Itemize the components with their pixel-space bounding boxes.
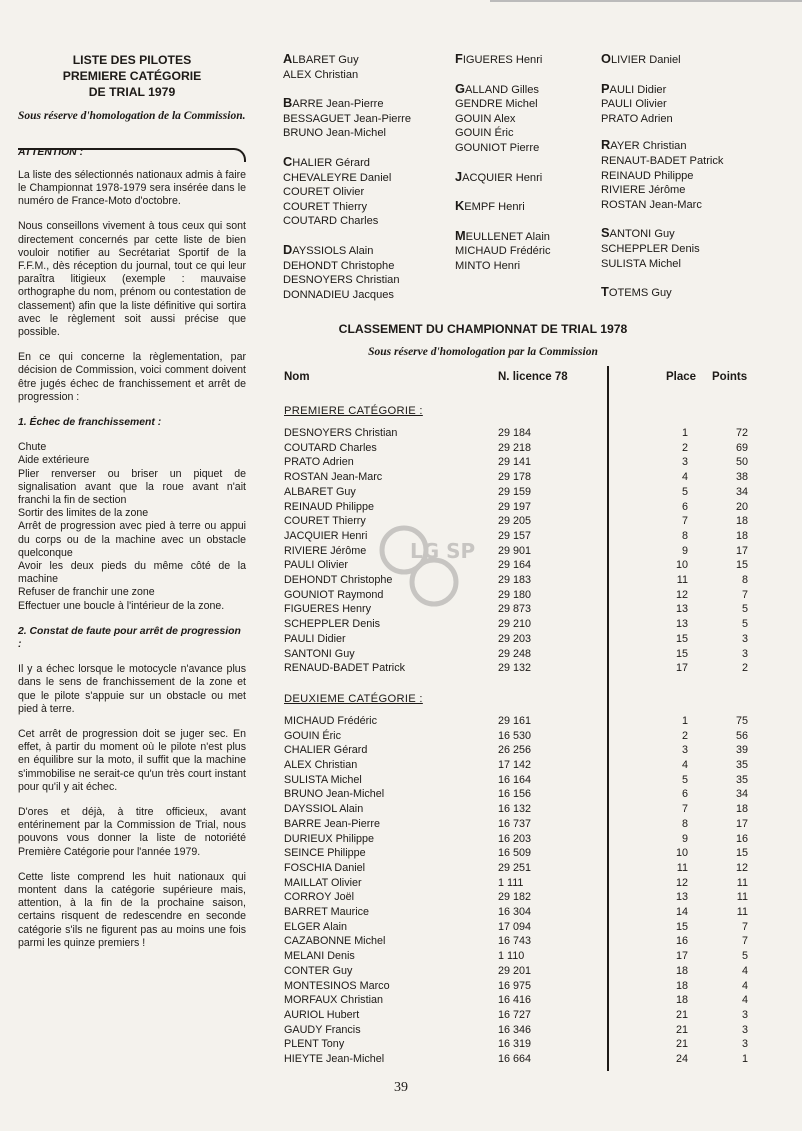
table-row — [284, 648, 754, 663]
points-cell: 15 — [735, 559, 748, 572]
place-cell: 10 — [675, 559, 688, 572]
list-title-line-2: PREMIERE CATÉGORIE — [62, 69, 202, 83]
licence-cell: 29 210 — [498, 618, 532, 631]
place-cell: 8 — [681, 529, 688, 542]
pilot-name-cell: BRUNO Jean-Michel — [284, 788, 385, 801]
points-cell: 17 — [735, 817, 748, 830]
points-cell: 18 — [735, 529, 748, 542]
pilot-name: COUTARD Charles — [283, 215, 379, 228]
place-cell: 13 — [675, 603, 688, 616]
table-row — [284, 559, 754, 574]
table-row — [284, 442, 754, 457]
pilot-name-cell: PAULI Didier — [284, 632, 346, 645]
points-cell: 7 — [741, 935, 748, 948]
table-row — [284, 471, 754, 486]
watermark-logo — [380, 520, 476, 610]
place-cell: 18 — [675, 994, 688, 1007]
points-cell: 7 — [741, 920, 748, 933]
place-cell: 7 — [681, 515, 688, 528]
table-row — [284, 803, 754, 818]
points-cell: 4 — [741, 964, 748, 977]
pilot-name-cell: HIEYTE Jean-Michel — [284, 1053, 385, 1065]
licence-cell: 29 197 — [498, 500, 532, 513]
points-cell: 11 — [736, 906, 748, 918]
list-title-line-3: DE TRIAL 1979 — [88, 85, 176, 99]
pilot-name-cell: BARRET Maurice — [284, 906, 369, 918]
table-row — [284, 1009, 754, 1024]
licence-cell: 29 184 — [498, 427, 532, 439]
table-row — [284, 744, 754, 759]
left-corner-rule — [18, 148, 246, 162]
table-row — [284, 847, 754, 862]
points-cell: 3 — [741, 1008, 748, 1021]
table-row — [284, 574, 754, 589]
table-row — [284, 715, 754, 730]
names-column-1 — [283, 52, 453, 302]
section-1-list — [18, 441, 246, 613]
points-cell: 35 — [735, 759, 748, 771]
table-row — [284, 1053, 754, 1068]
place-cell: 13 — [675, 891, 688, 904]
pilot-name-cell: RENAUD-BADET Patrick — [284, 662, 405, 675]
paragraph-6: D'ores et déjà, à titre officieux, avant entérinement par la Commission de Trial, nous pouvons vous donner la liste de notoriété Première Catégorie pour l'année 1979. — [18, 806, 246, 858]
pilot-name: PAULI Didier — [601, 80, 667, 96]
licence-cell: 29 205 — [498, 515, 532, 528]
pilot-name-cell: CONTER Guy — [284, 964, 353, 977]
place-cell: 21 — [675, 1038, 688, 1051]
header-licence: N. licence 78 — [498, 371, 568, 383]
licence-cell: 29 178 — [498, 471, 532, 484]
section-1-item: Chute — [18, 441, 47, 454]
table-row — [284, 427, 754, 442]
pilot-name-cell: REINAUD Philippe — [284, 500, 375, 513]
table-row — [284, 589, 754, 604]
licence-cell: 26 256 — [498, 744, 532, 757]
points-cell: 4 — [741, 979, 748, 992]
licence-cell: 1 111 — [498, 876, 524, 889]
place-cell: 17 — [675, 950, 688, 963]
place-cell: 9 — [681, 544, 688, 557]
table-row — [284, 759, 754, 774]
points-cell: 15 — [735, 847, 748, 860]
pilot-name: DONNADIEU Jacques — [283, 288, 394, 301]
section-1-item: Effectuer une boucle à l'intérieur de la zone. — [18, 599, 225, 612]
points-cell: 4 — [741, 994, 748, 1007]
points-cell: 11 — [736, 891, 748, 904]
paragraph-2: Nous conseillons vivement à tous ceux qui sont directement concernés par cette liste de bien vouloir notifier au Secrétariat Sportif de la F.F.M., dès réception du journal, tout ce qui leur paraîtra litigieux (exemple : mauvaise orthographe du nom, prénom ou contestation de classement) afin que la liste définitive qui sortira avec le règlement soit aussi précise que possible. — [18, 220, 246, 338]
pilot-name-cell: MELANI Denis — [284, 950, 355, 963]
section-1-item: Arrêt de progression avec pied à terre ou appui du corps ou de la machine avec un obstacle quelconque — [18, 520, 246, 559]
place-cell: 2 — [681, 729, 688, 742]
pilot-name: MINTO Henri — [455, 259, 521, 272]
points-cell: 7 — [741, 588, 748, 601]
table-row — [284, 486, 754, 501]
pilot-name: REINAUD Philippe — [601, 169, 694, 182]
table-row — [284, 862, 754, 877]
place-cell: 15 — [675, 647, 688, 660]
place-cell: 11 — [676, 574, 688, 586]
place-cell: 17 — [675, 662, 688, 675]
pilot-name: GOUIN Éric — [455, 127, 514, 140]
pilot-name-cell: FOSCHIA Daniel — [284, 861, 366, 874]
pilot-name: ROSTAN Jean-Marc — [601, 198, 702, 211]
pilot-name-cell: CORROY Joël — [284, 891, 355, 904]
top-edge-line — [490, 0, 802, 2]
pilot-name-cell: GAUDY Francis — [284, 1023, 361, 1036]
table-row — [284, 891, 754, 906]
pilot-name-cell: COURET Thierry — [284, 515, 366, 528]
licence-cell: 29 141 — [498, 456, 532, 469]
pilot-name-cell: PRATO Adrien — [284, 456, 354, 469]
place-cell: 12 — [675, 588, 688, 601]
paragraph-1: La liste des sélectionnés nationaux admis à faire le Championnat 1978-1979 sera insérée dans le numéro de France-Moto d'octobre. — [18, 168, 246, 208]
section-2-heading: 2. Constat de faute pour arrêt de progression : — [18, 625, 241, 650]
points-cell: 72 — [735, 427, 748, 439]
place-cell: 18 — [675, 979, 688, 992]
pilot-name-cell: MONTESINOS Marco — [284, 979, 390, 992]
points-cell: 3 — [741, 647, 748, 660]
points-cell: 18 — [735, 515, 748, 528]
table-row — [284, 618, 754, 633]
pilot-name-cell: ELGER Alain — [284, 920, 348, 933]
table-row — [284, 662, 754, 677]
place-cell: 7 — [681, 803, 688, 816]
points-cell: 75 — [735, 714, 748, 727]
pilot-name: RENAUT-BADET Patrick — [601, 154, 724, 167]
pilot-name: GOUNIOT Pierre — [455, 141, 540, 154]
place-cell: 5 — [681, 485, 688, 498]
table-row — [284, 877, 754, 892]
licence-cell: 29 164 — [498, 559, 532, 572]
licence-cell: 29 132 — [498, 662, 532, 675]
pilot-name: TOTEMS Guy — [601, 284, 672, 300]
points-cell: 34 — [735, 788, 748, 801]
licence-cell: 16 664 — [498, 1053, 532, 1065]
classement-title: CLASSEMENT DU CHAMPIONNAT DE TRIAL 1978 — [338, 322, 628, 336]
left-column — [18, 52, 246, 950]
table-row — [284, 818, 754, 833]
licence-cell: 29 201 — [498, 964, 532, 977]
pilot-name-cell: SULISTA Michel — [284, 773, 362, 786]
place-cell: 10 — [675, 847, 688, 860]
pilot-name: KEMPF Henri — [455, 198, 525, 214]
place-cell: 2 — [681, 441, 688, 454]
section-1-item: Aide extérieure — [18, 454, 90, 467]
pilot-name-cell: MAILLAT Olivier — [284, 876, 362, 889]
section-1-item: Refuser de franchir une zone — [18, 586, 155, 599]
page-number: 39 — [394, 1080, 408, 1095]
points-cell: 18 — [735, 803, 748, 816]
pilot-name-cell: AURIOL Hubert — [284, 1008, 360, 1021]
licence-cell: 16 164 — [498, 773, 532, 786]
pilot-name: RAYER Christian — [601, 137, 687, 153]
pilot-name-cell: PAULI Olivier — [284, 559, 348, 572]
header-name: Nom — [284, 371, 310, 383]
licence-cell: 29 157 — [498, 529, 532, 542]
place-cell: 21 — [675, 1008, 688, 1021]
licence-cell: 16 743 — [498, 935, 532, 948]
pilot-name: SCHEPPLER Denis — [601, 242, 700, 255]
place-cell: 3 — [681, 456, 688, 469]
place-cell: 8 — [681, 817, 688, 830]
pilot-name: MEULLENET Alain — [455, 227, 550, 243]
pilot-name: OLIVIER Daniel — [601, 51, 681, 66]
licence-cell: 16 737 — [498, 817, 532, 830]
table-row — [284, 906, 754, 921]
paragraph-5: Cet arrêt de progression doit se juger sec. En effet, à partir du moment où le pilote n'est plus en équilibre sur la moto, il suffit que la machine s'immobilise ne serait-ce qu'un très court instant pour qu'il y ait échec. — [18, 728, 246, 793]
paragraph-4: Il y a échec lorsque le motocycle n'avance plus dans le sens de franchissement de la zone et que le pilote s'appuie sur un obstacle ou met pied à terre. — [18, 663, 246, 715]
place-cell: 24 — [675, 1053, 688, 1065]
pilot-name-cell: SANTONI Guy — [284, 647, 355, 660]
table-row — [284, 774, 754, 789]
table-row — [284, 935, 754, 950]
pilot-name-cell: COUTARD Charles — [284, 441, 377, 454]
category-label: PREMIERE CATÉGORIE : — [284, 405, 423, 417]
pilot-name: FIGUERES Henri — [455, 51, 543, 66]
licence-cell: 29 218 — [498, 441, 532, 454]
licence-cell: 29 203 — [498, 632, 532, 645]
pilot-name: CHALIER Gérard — [283, 153, 370, 169]
licence-cell: 29 182 — [498, 891, 532, 904]
pilot-name-cell: ROSTAN Jean-Marc — [284, 471, 383, 484]
points-cell: 34 — [735, 485, 748, 498]
pilot-name-cell: MORFAUX Christian — [284, 994, 383, 1007]
pilot-name: GENDRE Michel — [455, 98, 538, 111]
table-row — [284, 1038, 754, 1053]
place-cell: 18 — [675, 964, 688, 977]
place-cell: 9 — [681, 832, 688, 845]
reserve-note: Sous réserve d'homologation de la Commission. — [18, 110, 246, 122]
section-1-item: Plier renverser ou briser un piquet de signalisation avant que la roue avant n'ait franchi la fin de section — [18, 467, 246, 506]
pilot-name-cell: DESNOYERS Christian — [284, 427, 398, 439]
place-cell: 12 — [675, 876, 688, 889]
points-cell: 3 — [741, 1038, 748, 1051]
pilot-name-cell: BARRE Jean-Pierre — [284, 817, 381, 830]
place-cell: 14 — [675, 906, 688, 918]
pilot-name: GOUIN Alex — [455, 112, 516, 125]
pilot-name: CHEVALEYRE Daniel — [283, 171, 392, 184]
place-cell: 16 — [675, 935, 688, 948]
place-cell: 6 — [681, 500, 688, 513]
pilot-name: BARRE Jean-Pierre — [283, 95, 384, 111]
licence-cell: 29 251 — [498, 861, 532, 874]
points-cell: 5 — [741, 603, 748, 616]
points-cell: 38 — [735, 471, 748, 484]
table-row — [284, 730, 754, 745]
place-cell: 1 — [681, 714, 688, 727]
pilot-name-cell: PLENT Tony — [284, 1038, 345, 1051]
points-cell: 56 — [735, 729, 748, 742]
pilot-name-cell: ALBARET Guy — [284, 485, 356, 498]
licence-cell: 29 873 — [498, 603, 532, 616]
points-cell: 11 — [736, 876, 748, 889]
pilot-name-cell: DURIEUX Philippe — [284, 832, 375, 845]
licence-cell: 16 416 — [498, 994, 532, 1007]
pilot-name-cell: SEINCE Philippe — [284, 847, 366, 860]
pilot-name-cell: ALEX Christian — [284, 759, 358, 771]
pilot-name: BRUNO Jean-Michel — [283, 127, 386, 140]
points-cell: 3 — [741, 1023, 748, 1036]
place-cell: 21 — [675, 1023, 688, 1036]
table-row — [284, 501, 754, 516]
list-title-line-1: LISTE DES PILOTES — [72, 53, 192, 67]
table-row — [284, 950, 754, 965]
pilot-name: COURET Olivier — [283, 186, 365, 199]
table-row — [284, 633, 754, 648]
paragraph-7: Cette liste comprend les huit nationaux qui montent dans la catégorie supérieure mais, attention, à la fin de la prochaine saison, certains risquent de redescendre en seconde catégorie s'ils ne figurent pas au moins une fois parmi les quinze premiers ! — [18, 870, 246, 949]
pilot-name-cell: GOUNIOT Raymond — [284, 588, 384, 601]
place-cell: 1 — [681, 427, 688, 439]
licence-cell: 29 183 — [498, 574, 532, 586]
licence-cell: 17 094 — [498, 920, 532, 933]
licence-cell: 16 203 — [498, 832, 532, 845]
place-cell: 15 — [675, 920, 688, 933]
names-column-3 — [601, 52, 771, 301]
licence-cell: 16 346 — [498, 1023, 532, 1036]
points-cell: 5 — [741, 618, 748, 631]
place-cell: 6 — [681, 788, 688, 801]
pilot-name: PAULI Olivier — [601, 98, 667, 111]
table-row — [284, 530, 754, 545]
pilot-name: DESNOYERS Christian — [283, 274, 400, 287]
licence-cell: 16 509 — [498, 847, 532, 860]
place-cell: 15 — [675, 632, 688, 645]
pilot-name-cell: JACQUIER Henri — [284, 529, 368, 542]
classement-subtitle: Sous réserve d'homologation par la Commission — [368, 346, 598, 358]
licence-cell: 29 248 — [498, 647, 532, 660]
points-cell: 2 — [741, 662, 748, 675]
place-cell: 3 — [681, 744, 688, 757]
pilot-name: BESSAGUET Jean-Pierre — [283, 112, 412, 125]
pilot-name-cell: DAYSSIOL Alain — [284, 803, 364, 816]
category-label: DEUXIEME CATÉGORIE : — [284, 692, 423, 705]
table-row — [284, 1024, 754, 1039]
points-cell: 20 — [735, 500, 748, 513]
header-points: Points — [712, 371, 748, 383]
points-cell: 39 — [735, 744, 748, 757]
points-cell: 12 — [735, 861, 748, 874]
pilot-name: SANTONI Guy — [601, 225, 675, 241]
pilot-name: PRATO Adrien — [601, 112, 673, 125]
table-row — [284, 833, 754, 848]
pilot-name: ALBARET Guy — [283, 51, 359, 66]
attention-heading: ATTENTION : — [18, 146, 84, 158]
licence-cell: 29 180 — [498, 588, 532, 601]
table-row — [284, 965, 754, 980]
place-cell: 5 — [681, 773, 688, 786]
section-1-item: Avoir les deux pieds du même côté de la machine — [18, 559, 246, 586]
licence-cell: 29 161 — [498, 714, 532, 727]
table-row — [284, 603, 754, 618]
pilot-name: RIVIERE Jérôme — [601, 184, 686, 197]
pilot-name-cell: GOUIN Éric — [284, 729, 341, 742]
licence-cell: 1 110 — [498, 950, 525, 963]
table-row — [284, 545, 754, 560]
pilot-name: DEHONDT Christophe — [283, 259, 395, 272]
pilot-name: DAYSSIOLS Alain — [283, 241, 374, 257]
pilot-name: COURET Thierry — [283, 200, 368, 213]
licence-cell: 16 975 — [498, 979, 532, 992]
place-cell: 4 — [681, 759, 688, 771]
place-cell: 11 — [676, 861, 688, 874]
licence-cell: 29 901 — [498, 544, 532, 557]
watermark-text-1: LG SP — [410, 539, 476, 563]
licence-cell: 16 156 — [498, 788, 532, 801]
pilot-name: GALLAND Gilles — [455, 80, 539, 96]
licence-cell: 16 132 — [498, 803, 532, 816]
licence-cell: 29 159 — [498, 485, 532, 498]
table-row — [284, 994, 754, 1009]
section-1-heading: 1. Échec de franchissement : — [18, 416, 162, 428]
pilot-name: JACQUIER Henri — [455, 168, 543, 184]
section-1-item: Sortir des limites de la zone — [18, 507, 149, 520]
pilot-name-cell: CHALIER Gérard — [284, 744, 368, 757]
points-cell: 5 — [741, 950, 748, 963]
pilot-name: SULISTA Michel — [601, 257, 681, 270]
pilot-name-cell: MICHAUD Frédéric — [284, 714, 377, 727]
points-cell: 16 — [735, 832, 748, 845]
licence-cell: 17 142 — [498, 759, 532, 771]
points-cell: 69 — [735, 441, 748, 454]
points-cell: 8 — [741, 574, 748, 586]
pilot-name-cell: CAZABONNE Michel — [284, 935, 386, 948]
table-row — [284, 456, 754, 471]
names-column-2 — [455, 52, 601, 274]
pilot-name: MICHAUD Frédéric — [455, 245, 551, 258]
points-cell: 3 — [741, 632, 748, 645]
place-cell: 4 — [681, 471, 688, 484]
pilot-name: ALEX Christian — [283, 68, 359, 81]
pilot-name-cell: RIVIERE Jérôme — [284, 544, 367, 557]
table-row — [284, 980, 754, 995]
paragraph-3: En ce qui concerne la règlementation, par décision de Commission, voici comment doivent être jugés échec de franchissement et arrêt de progression : — [18, 351, 246, 403]
pilot-name-cell: SCHEPPLER Denis — [284, 618, 381, 631]
table-row — [284, 921, 754, 936]
licence-cell: 16 530 — [498, 729, 532, 742]
points-cell: 50 — [735, 456, 748, 469]
licence-cell: 16 727 — [498, 1008, 532, 1021]
licence-cell: 16 319 — [498, 1038, 532, 1051]
header-place: Place — [666, 371, 697, 383]
pilot-name-cell: DEHONDT Christophe — [284, 574, 393, 586]
points-cell: 17 — [735, 544, 748, 557]
table-row — [284, 788, 754, 803]
pilot-name-cell: FIGUERES Henry — [284, 603, 371, 616]
table-row — [284, 515, 754, 530]
points-cell: 1 — [741, 1053, 748, 1065]
licence-cell: 16 304 — [498, 906, 532, 918]
place-cell: 13 — [675, 618, 688, 631]
points-cell: 35 — [735, 773, 748, 786]
